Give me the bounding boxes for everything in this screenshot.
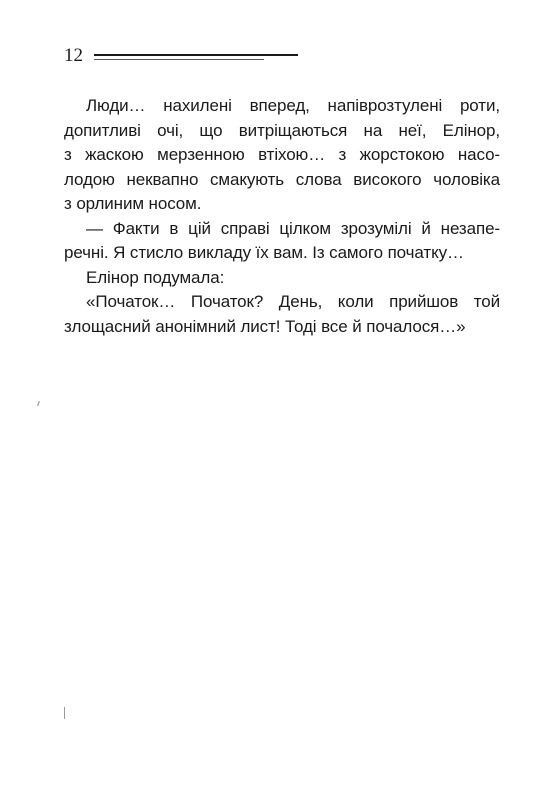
header-rule-thin bbox=[94, 59, 264, 60]
text-line-9: «Початок… Початок? День, коли прийшов той bbox=[86, 292, 500, 311]
page-number: 12 bbox=[64, 45, 83, 66]
text-line-6: — Факти в цій справі цілком зрозумілі й незапе- bbox=[86, 218, 500, 238]
text-line-4: лодою неквапно смакують слова високого чоловіка bbox=[64, 169, 500, 189]
header-rule-thick bbox=[94, 54, 298, 56]
text-line-2: допитливі очі, що витріщаються на неї, Елінор, bbox=[64, 120, 500, 140]
scan-speck bbox=[64, 707, 65, 719]
text-line-5: з орлиним носом. bbox=[64, 194, 202, 213]
scan-speck bbox=[37, 401, 40, 406]
text-line-3: з жаскою мерзенною втіхою… з жорстокою насо- bbox=[64, 145, 500, 164]
body-text bbox=[64, 94, 500, 339]
text-line-10: злощасний анонімний лист! Тоді все й почалося…» bbox=[64, 316, 466, 336]
text-line-1: Люди… нахилені вперед, напіврозтулені роти, bbox=[86, 96, 500, 115]
text-line-8: Елінор подумала: bbox=[86, 267, 225, 287]
text-line-7: речні. Я стисло викладу їх вам. Із самого початку… bbox=[64, 243, 464, 262]
page-header bbox=[64, 44, 304, 68]
